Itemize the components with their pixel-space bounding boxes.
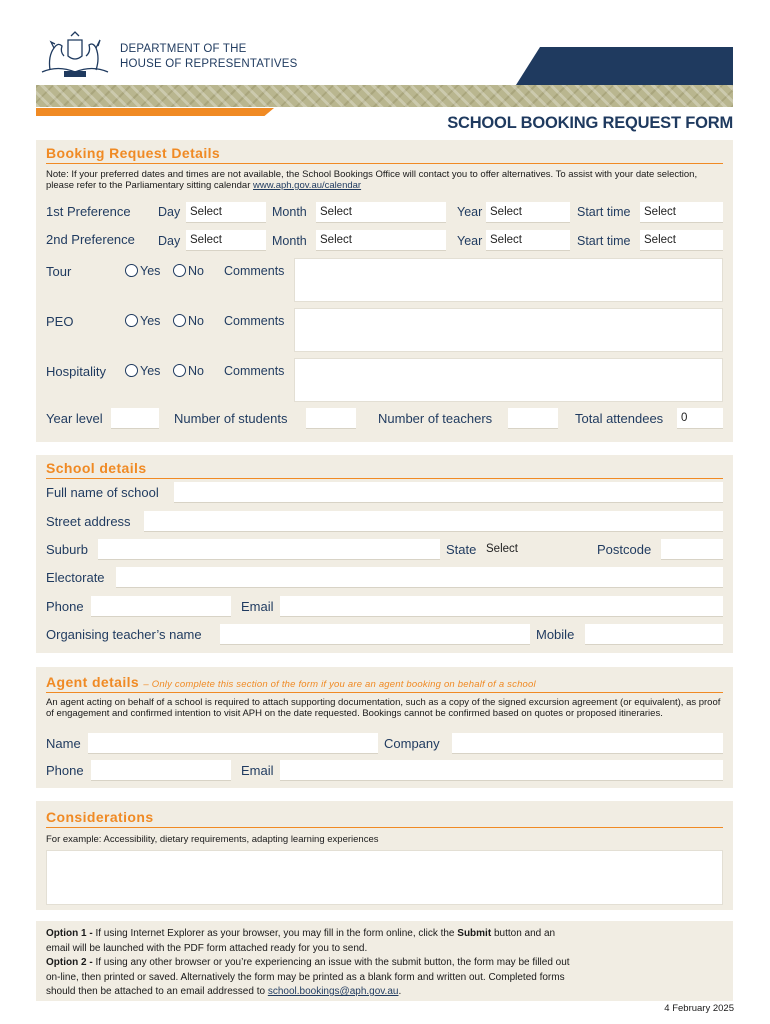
considerations-title: Considerations (46, 809, 154, 825)
submission-options (36, 921, 733, 1001)
hospitality-yes-label: Yes (140, 364, 161, 378)
section-rule (46, 163, 723, 164)
peo-no-label: No (188, 314, 204, 328)
teacher-name-label: Organising teacher’s name (46, 627, 202, 642)
mobile-input[interactable] (585, 624, 723, 645)
considerations-section (36, 801, 733, 910)
pref1-month-label: Month (272, 205, 307, 219)
agent-email-input[interactable] (280, 760, 723, 781)
considerations-input[interactable] (46, 850, 723, 905)
hospitality-comments-input[interactable] (294, 358, 723, 402)
pref2-year-label: Year (457, 234, 483, 248)
mobile-label: Mobile (536, 627, 575, 642)
num-students-label: Number of students (174, 411, 288, 426)
agent-section (36, 667, 733, 788)
pref1-day-label: Day (158, 205, 181, 219)
decorative-band (36, 85, 733, 107)
booking-section (36, 140, 733, 442)
agent-title-text: Agent details (46, 674, 140, 690)
postcode-input[interactable] (661, 539, 723, 560)
tour-yes-radio[interactable] (125, 264, 138, 277)
tour-no-label: No (188, 264, 204, 278)
num-students-input[interactable] (306, 408, 356, 429)
hospitality-no-radio[interactable] (173, 364, 186, 377)
booking-section-title: Booking Request Details (46, 145, 221, 161)
document-date: 4 February 2025 (664, 1003, 734, 1014)
pref2-year-select[interactable]: Select (486, 230, 570, 251)
considerations-example: For example: Accessibility, dietary requirements, adapting learning experiences (46, 834, 379, 845)
school-phone-label: Phone (46, 599, 84, 614)
state-label: State (446, 542, 477, 557)
pref1-start-label: Start time (577, 205, 631, 219)
pref2-start-select[interactable]: Select (640, 230, 723, 251)
peo-no-radio[interactable] (173, 314, 186, 327)
hospitality-no-label: No (188, 364, 204, 378)
school-section (36, 455, 733, 653)
street-address-label: Street address (46, 514, 131, 529)
pref1-label: 1st Preference (46, 204, 131, 219)
bookings-email-link[interactable]: school.bookings@aph.gov.au (267, 986, 399, 997)
option1-label: Option 1 - (46, 928, 93, 939)
tour-comments-input[interactable] (294, 258, 723, 302)
tour-yes-label: Yes (140, 264, 161, 278)
school-section-title: School details (46, 460, 147, 476)
section-rule (46, 692, 723, 693)
agent-company-input[interactable] (452, 733, 723, 754)
agent-name-label: Name (46, 736, 81, 751)
pref1-month-select[interactable]: Select (316, 202, 446, 223)
submission-instructions (46, 927, 576, 1000)
school-name-input[interactable] (174, 482, 723, 503)
num-teachers-input[interactable] (508, 408, 558, 429)
tour-no-radio[interactable] (173, 264, 186, 277)
pref1-year-select[interactable]: Select (486, 202, 570, 223)
booking-note (46, 169, 726, 191)
school-phone-input[interactable] (91, 596, 231, 617)
pref2-start-label: Start time (577, 234, 631, 248)
hospitality-comments-label: Comments (224, 364, 285, 378)
total-attendees-value: 0 (677, 408, 723, 429)
electorate-input[interactable] (116, 567, 723, 588)
page-header (0, 0, 770, 120)
agent-section-title (46, 674, 536, 690)
num-teachers-label: Number of teachers (378, 411, 493, 426)
agent-subtitle: – Only complete this section of the form if you are an agent booking on behalf of a school (143, 679, 536, 690)
electorate-label: Electorate (46, 570, 105, 585)
pref2-day-select[interactable]: Select (186, 230, 266, 251)
department-line-1: DEPARTMENT OF THE (120, 43, 247, 55)
state-select[interactable]: Select (486, 543, 518, 555)
calendar-link[interactable]: www.aph.gov.au/calendar (253, 180, 362, 191)
booking-note-text: Note: If your preferred dates and times are not available, the School Bookings Office will contact you to offer alternatives. To assist with your date selection, please refer to the Parliamentary sitting calendar (46, 169, 698, 191)
peo-comments-input[interactable] (294, 308, 723, 352)
pref2-day-label: Day (158, 234, 181, 248)
postcode-label: Postcode (597, 542, 652, 557)
pref1-year-label: Year (457, 205, 483, 219)
agent-phone-input[interactable] (91, 760, 231, 781)
pref2-month-select[interactable]: Select (316, 230, 446, 251)
form-title: SCHOOL BOOKING REQUEST FORM (447, 114, 733, 132)
option2-label: Option 2 - (46, 957, 93, 968)
school-email-label: Email (241, 599, 274, 614)
tour-comments-label: Comments (224, 264, 285, 278)
peo-yes-radio[interactable] (125, 314, 138, 327)
pref2-label: 2nd Preference (46, 232, 135, 247)
agent-email-label: Email (241, 763, 274, 778)
option1-text-2: button and an email will be launched with the PDF form attached ready for you to send. (46, 928, 556, 954)
hospitality-label: Hospitality (46, 364, 106, 379)
school-name-label: Full name of school (46, 485, 159, 500)
orange-accent-strip (36, 108, 274, 116)
peo-yes-label: Yes (140, 314, 161, 328)
agent-phone-label: Phone (46, 763, 84, 778)
department-line-2: HOUSE OF REPRESENTATIVES (120, 58, 298, 70)
suburb-label: Suburb (46, 542, 88, 557)
hospitality-yes-radio[interactable] (125, 364, 138, 377)
agent-note: An agent acting on behalf of a school is required to attach supporting documentation, such as a copy of the signed excursion agreement (or equivalent), as proof of engagement and confirmed intention to visit APH on the date requested. Bookings cannot be confirmed based on quotes or proposed itineraries. (46, 697, 721, 719)
agent-name-input[interactable] (88, 733, 378, 754)
submit-keyword: Submit (457, 928, 492, 939)
agent-company-label: Company (384, 736, 440, 751)
pref2-month-label: Month (272, 234, 307, 248)
pref1-start-select[interactable]: Select (640, 202, 723, 223)
teacher-name-input[interactable] (220, 624, 530, 645)
total-attendees-label: Total attendees (575, 411, 664, 426)
option2-text: If using any other browser or you’re experiencing an issue with the submit button, the form may be filled out on-line, then printed or saved. Alternatively the form may be printed as a blank form and written out. Completed forms should then be attached to an email addressed to (46, 957, 570, 997)
option1-text: If using Internet Explorer as your browser, you may fill in the form online, click the (92, 928, 458, 939)
option2-end: . (398, 986, 402, 997)
section-rule (46, 478, 723, 479)
peo-comments-label: Comments (224, 314, 285, 328)
street-address-input[interactable] (144, 511, 723, 532)
section-rule (46, 827, 723, 828)
peo-label: PEO (46, 314, 74, 329)
suburb-input[interactable] (98, 539, 440, 560)
header-navy-bar (516, 47, 733, 85)
year-level-label: Year level (46, 411, 103, 426)
school-email-input[interactable] (280, 596, 723, 617)
tour-label: Tour (46, 264, 72, 279)
year-level-input[interactable] (111, 408, 159, 429)
australia-crest-icon (38, 30, 112, 80)
pref1-day-select[interactable]: Select (186, 202, 266, 223)
